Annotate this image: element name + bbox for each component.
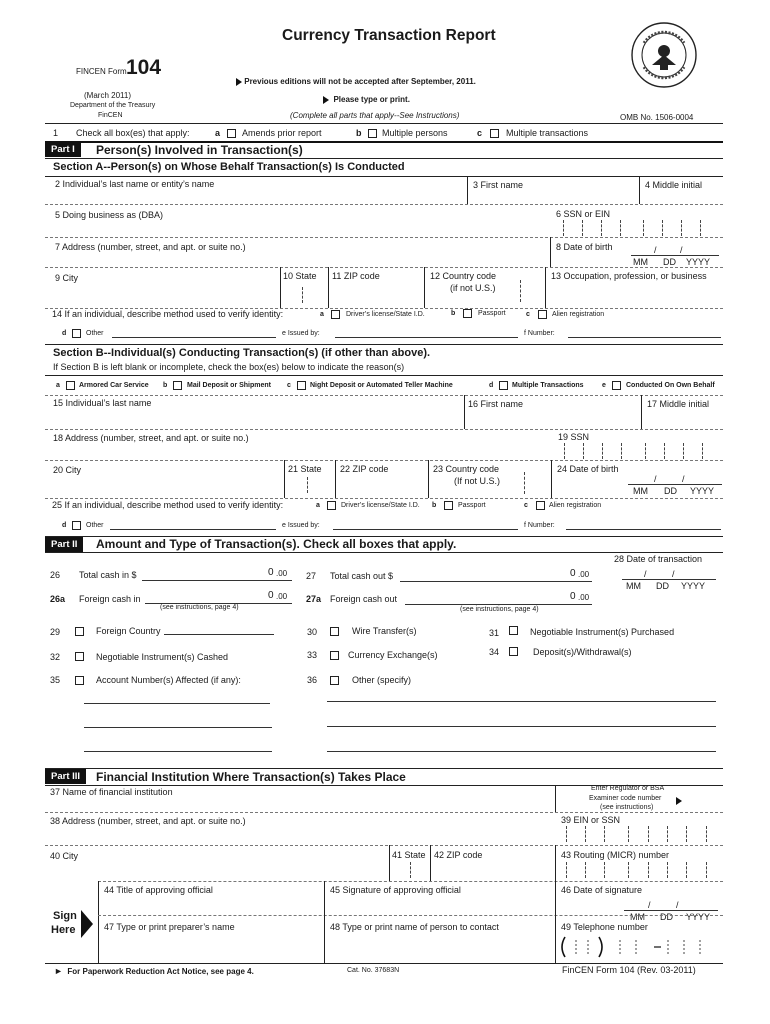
- field43-label: 43 Routing (MICR) number: [561, 850, 670, 860]
- field27-num: 27: [306, 571, 317, 581]
- dob-dd: DD: [663, 257, 676, 267]
- dos-sep-2: /: [676, 900, 679, 910]
- own-behalf-checkbox[interactable]: [612, 381, 621, 390]
- field29-num: 29: [50, 627, 61, 637]
- field12-label: 12 Country code: [430, 271, 497, 281]
- f25-a: a: [316, 502, 320, 509]
- dob-yyyy: YYYY: [686, 257, 711, 267]
- amends-prior-checkbox[interactable]: [227, 129, 236, 138]
- foreign-cash-out-value: 0: [570, 591, 576, 602]
- field44-label: 44 Title of approving official: [104, 885, 213, 895]
- field37-label: 37 Name of financial institution: [50, 787, 173, 797]
- f14-other-label: Other: [86, 330, 104, 337]
- field16-label: 16 First name: [468, 399, 524, 409]
- field41-label: 41 State: [392, 850, 426, 860]
- f14-issued-by-input[interactable]: [335, 337, 518, 338]
- regulator-line3: (see instructions): [600, 804, 654, 811]
- foreign-cash-out-cents: .00: [578, 593, 590, 602]
- f25-issued-by-input[interactable]: [333, 529, 518, 530]
- form-number: 104: [126, 56, 162, 79]
- field28-label: 28 Date of transaction: [614, 554, 703, 564]
- total-cash-out-cents: .00: [578, 570, 590, 579]
- field36-label: Other (specify): [352, 675, 412, 685]
- multiple-transactions-reason-checkbox[interactable]: [499, 381, 508, 390]
- dob2-sep-2: /: [682, 474, 685, 484]
- field7-label: 7 Address (number, street, and apt. or suite no.): [55, 242, 246, 252]
- dos-yyyy: YYYY: [686, 912, 711, 922]
- total-cash-out-input[interactable]: [400, 581, 592, 582]
- field9-label: 9 City: [55, 273, 79, 283]
- night-deposit-checkbox[interactable]: [297, 381, 306, 390]
- footer-form-id: FinCEN Form 104 (Rev. 03-2011): [562, 965, 696, 975]
- foreign-cash-in-value: 0: [268, 590, 274, 601]
- dob2-dd: DD: [664, 486, 677, 496]
- sign-label: Sign: [53, 910, 77, 922]
- omb-number: OMB No. 1506-0004: [620, 113, 694, 122]
- telephone-number-input[interactable]: [558, 934, 718, 960]
- field12b-label: (if not U.S.): [450, 283, 496, 293]
- reason-a: a: [56, 382, 60, 389]
- total-cash-in-cents: .00: [276, 569, 288, 578]
- field13-label: 13 Occupation, profession, or business: [551, 271, 707, 281]
- field30-label: Wire Transfer(s): [352, 626, 417, 636]
- field3-label: 3 First name: [473, 180, 524, 190]
- section-b-note: If Section B is left blank or incomplete, check the box(es) below to indicate the reason(s): [53, 362, 405, 372]
- f25-other-checkbox[interactable]: [72, 521, 81, 530]
- field47-label: 47 Type or print preparer’s name: [104, 922, 235, 932]
- f14-alien-registration-label: Alien registration: [552, 311, 605, 318]
- other-specify-input-3[interactable]: [327, 751, 716, 752]
- currency-exchange-checkbox[interactable]: [330, 651, 339, 660]
- night-deposit-label: Night Deposit or Automated Teller Machine: [310, 382, 453, 389]
- field17-label: 17 Middle initial: [647, 399, 710, 409]
- f14-b: b: [451, 310, 456, 317]
- f25-drivers-license-checkbox[interactable]: [327, 501, 336, 510]
- part1-title: Person(s) Involved in Transaction(s): [96, 143, 303, 157]
- account-numbers-checkbox[interactable]: [75, 676, 84, 685]
- dob-sep-2: /: [680, 245, 683, 255]
- field39-label: 39 EIN or SSN: [561, 815, 621, 825]
- field26a-label: Foreign cash in: [79, 594, 141, 604]
- arrow-right-icon: [236, 78, 242, 86]
- multiple-transactions-reason-label: Multiple Transactions: [512, 382, 584, 389]
- sign-here-arrow-icon: [81, 910, 93, 938]
- field34-label: Deposit(s)/Withdrawal(s): [533, 647, 632, 657]
- own-behalf-label: Conducted On Own Behalf: [626, 382, 715, 389]
- dos-mm: MM: [630, 912, 645, 922]
- armored-car-label: Armored Car Service: [79, 382, 149, 389]
- f14-drivers-license-checkbox[interactable]: [331, 310, 340, 319]
- f25-passport-label: Passport: [458, 502, 486, 509]
- reason-d: d: [489, 382, 494, 389]
- line1-label: Check all box(es) that apply:: [76, 128, 190, 138]
- f25-alien-registration-label: Alien registration: [549, 502, 602, 509]
- foreign-cash-in-cents: .00: [276, 592, 288, 601]
- section-a-title: Section A--Person(s) on Whose Behalf Transaction(s) Is Conducted: [53, 161, 405, 173]
- f25-alien-registration-checkbox[interactable]: [536, 501, 545, 510]
- dos-dd: DD: [660, 912, 673, 922]
- arrow-right-icon: [323, 96, 329, 104]
- foreign-country-checkbox[interactable]: [75, 627, 84, 636]
- field10-label: 10 State: [283, 271, 317, 281]
- dot-sep-1: /: [644, 569, 647, 579]
- field27-label: Total cash out $: [330, 571, 394, 581]
- field35-label: Account Number(s) Affected (if any):: [96, 675, 241, 685]
- see-instructions-in: (see instructions, page 4): [160, 604, 239, 611]
- agency-name: FinCEN: [98, 112, 123, 119]
- f25-issued-by-label: e Issued by:: [282, 522, 320, 529]
- dob2-mm: MM: [633, 486, 648, 496]
- f14-passport-label: Passport: [478, 310, 506, 317]
- reason-b: b: [163, 382, 168, 389]
- field36-num: 36: [307, 675, 318, 685]
- field23-label: 23 Country code: [433, 464, 500, 474]
- mail-deposit-checkbox[interactable]: [173, 381, 182, 390]
- regulator-line2: Examiner code number: [589, 795, 662, 802]
- amends-prior-label: Amends prior report: [242, 128, 322, 138]
- field19-label: 19 SSN: [558, 432, 590, 442]
- dot-sep-2: /: [672, 569, 675, 579]
- form-title: Currency Transaction Report: [282, 27, 496, 44]
- here-label: Here: [51, 924, 76, 936]
- multiple-transactions-label: Multiple transactions: [506, 128, 589, 138]
- field18-label: 18 Address (number, street, and apt. or suite no.): [53, 433, 249, 443]
- field31-num: 31: [489, 628, 500, 638]
- f14-issued-by-label: e Issued by:: [282, 330, 320, 337]
- part3-title: Financial Institution Where Transaction(s) Takes Place: [96, 770, 406, 784]
- field6-label: 6 SSN or EIN: [556, 209, 611, 219]
- paperwork-notice: ► For Paperwork Reduction Act Notice, see page 4.: [54, 966, 254, 976]
- field49-label: 49 Telephone number: [561, 922, 648, 932]
- field27a-label: Foreign cash out: [330, 594, 398, 604]
- fincen-seal-icon: [630, 21, 698, 89]
- field8-label: 8 Date of birth: [556, 242, 613, 252]
- reason-e: e: [602, 382, 606, 389]
- dos-sep-1: /: [648, 900, 651, 910]
- total-cash-in-value: 0: [268, 567, 274, 578]
- foreign-cash-out-input[interactable]: [405, 604, 592, 605]
- field35-num: 35: [50, 675, 61, 685]
- negotiable-cashed-checkbox[interactable]: [75, 652, 84, 661]
- f25-number-label: f Number:: [524, 522, 555, 529]
- field2-label: 2 Individual’s last name or entity’s name: [55, 179, 215, 189]
- catalog-number: Cat. No. 37683N: [347, 967, 400, 974]
- part2-badge: Part II: [45, 537, 83, 552]
- field29-label: Foreign Country: [96, 626, 161, 636]
- field21-label: 21 State: [288, 464, 322, 474]
- account-number-input-2[interactable]: [84, 727, 272, 728]
- field5-label: 5 Doing business as (DBA): [55, 210, 164, 220]
- line1-a: a: [215, 128, 221, 138]
- field26a-num: 26a: [50, 594, 66, 604]
- dept-name: Department of the Treasury: [70, 102, 156, 109]
- form-edition: (March 2011): [84, 91, 131, 100]
- total-cash-out-value: 0: [570, 568, 576, 579]
- notice-2: Please type or print.: [323, 95, 410, 104]
- part1-badge: Part I: [45, 142, 81, 157]
- field32-num: 32: [50, 652, 61, 662]
- f14-other-checkbox[interactable]: [72, 329, 81, 338]
- field14-label: 14 If an individual, describe method used to verify identity:: [52, 309, 284, 319]
- f25-passport-checkbox[interactable]: [444, 501, 453, 510]
- field27a-num: 27a: [306, 594, 322, 604]
- f25-drivers-license-label: Driver’s license/State I.D.: [341, 502, 420, 509]
- multiple-transactions-checkbox[interactable]: [490, 129, 499, 138]
- line1-b: b: [356, 128, 362, 138]
- dot-yyyy: YYYY: [681, 581, 706, 591]
- multiple-persons-checkbox[interactable]: [368, 129, 377, 138]
- see-instructions-out: (see instructions, page 4): [460, 606, 539, 613]
- field48-label: 48 Type or print name of person to contact: [330, 922, 499, 932]
- f14-other-input[interactable]: [112, 337, 276, 338]
- part3-badge: Part III: [45, 769, 86, 784]
- field20-label: 20 City: [53, 465, 82, 475]
- field33-num: 33: [307, 650, 318, 660]
- field34-num: 34: [489, 647, 500, 657]
- line1-c: c: [477, 128, 483, 138]
- field26-num: 26: [50, 570, 61, 580]
- field4-label: 4 Middle initial: [645, 180, 703, 190]
- f14-d: d: [62, 330, 67, 337]
- f25-other-input[interactable]: [110, 529, 276, 530]
- field22-label: 22 ZIP code: [340, 464, 389, 474]
- other-specify-checkbox[interactable]: [330, 676, 339, 685]
- field45-label: 45 Signature of approving official: [330, 885, 461, 895]
- f14-passport-checkbox[interactable]: [463, 309, 472, 318]
- f14-drivers-license-label: Driver’s license/State I.D.: [346, 311, 425, 318]
- field42-label: 42 ZIP code: [434, 850, 483, 860]
- account-number-input-1[interactable]: [84, 703, 270, 704]
- f14-c: c: [526, 311, 530, 318]
- other-specify-input-1[interactable]: [327, 701, 716, 702]
- dot-mm: MM: [626, 581, 641, 591]
- multiple-persons-label: Multiple persons: [382, 128, 448, 138]
- field31-label: Negotiable Instrument(s) Purchased: [530, 627, 675, 637]
- field40-label: 40 City: [50, 851, 79, 861]
- f25-b: b: [432, 502, 437, 509]
- deposit-withdrawal-checkbox[interactable]: [509, 647, 518, 656]
- field46-label: 46 Date of signature: [561, 885, 643, 895]
- section-b-title: Section B--Individual(s) Conducting Transaction(s) (if other than above).: [53, 347, 431, 359]
- field30-num: 30: [307, 627, 318, 637]
- form-label: FINCEN Form: [76, 67, 127, 76]
- field11-label: 11 ZIP code: [332, 271, 380, 281]
- field23b-label: (If not U.S.): [454, 476, 501, 486]
- negotiable-purchased-checkbox[interactable]: [509, 626, 518, 635]
- foreign-country-input[interactable]: [164, 634, 274, 635]
- f14-a: a: [320, 311, 324, 318]
- dob-mm: MM: [633, 257, 648, 267]
- field15-label: 15 Individual’s last name: [53, 398, 152, 408]
- dob2-yyyy: YYYY: [690, 486, 715, 496]
- field25-label: 25 If an individual, describe method used to verify identity:: [52, 500, 284, 510]
- f25-d: d: [62, 522, 67, 529]
- notice-1: Previous editions will not be accepted after September, 2011.: [236, 77, 476, 86]
- wire-transfer-checkbox[interactable]: [330, 627, 339, 636]
- field38-label: 38 Address (number, street, and apt. or suite no.): [50, 816, 246, 826]
- notice-3: (Complete all parts that apply--See Instructions): [290, 111, 460, 120]
- reason-c: c: [287, 382, 291, 389]
- f14-alien-registration-checkbox[interactable]: [538, 310, 547, 319]
- account-number-input-3[interactable]: [84, 751, 272, 752]
- mail-deposit-label: Mail Deposit or Shipment: [187, 382, 272, 389]
- line1-num: 1: [53, 128, 59, 138]
- field24-label: 24 Date of birth: [557, 464, 619, 474]
- dot-dd: DD: [656, 581, 669, 591]
- field26-label: Total cash in $: [79, 570, 137, 580]
- f14-number-label: f Number:: [524, 330, 555, 337]
- f25-number-input[interactable]: [566, 529, 721, 530]
- other-specify-input-2[interactable]: [327, 726, 716, 727]
- regulator-line1: Enter Regulator or BSA: [591, 785, 665, 792]
- armored-car-checkbox[interactable]: [66, 381, 75, 390]
- total-cash-in-input[interactable]: [142, 580, 292, 581]
- part2-title: Amount and Type of Transaction(s). Check all boxes that apply.: [96, 537, 457, 551]
- f25-other-label: Other: [86, 522, 104, 529]
- dob-sep-1: /: [654, 245, 657, 255]
- field32-label: Negotiable Instrument(s) Cashed: [96, 652, 229, 662]
- f14-number-input[interactable]: [568, 337, 721, 338]
- f25-c: c: [524, 502, 528, 509]
- regulator-arrow-icon: [676, 795, 682, 805]
- field33-label: Currency Exchange(s): [348, 650, 438, 660]
- dob2-sep-1: /: [654, 474, 657, 484]
